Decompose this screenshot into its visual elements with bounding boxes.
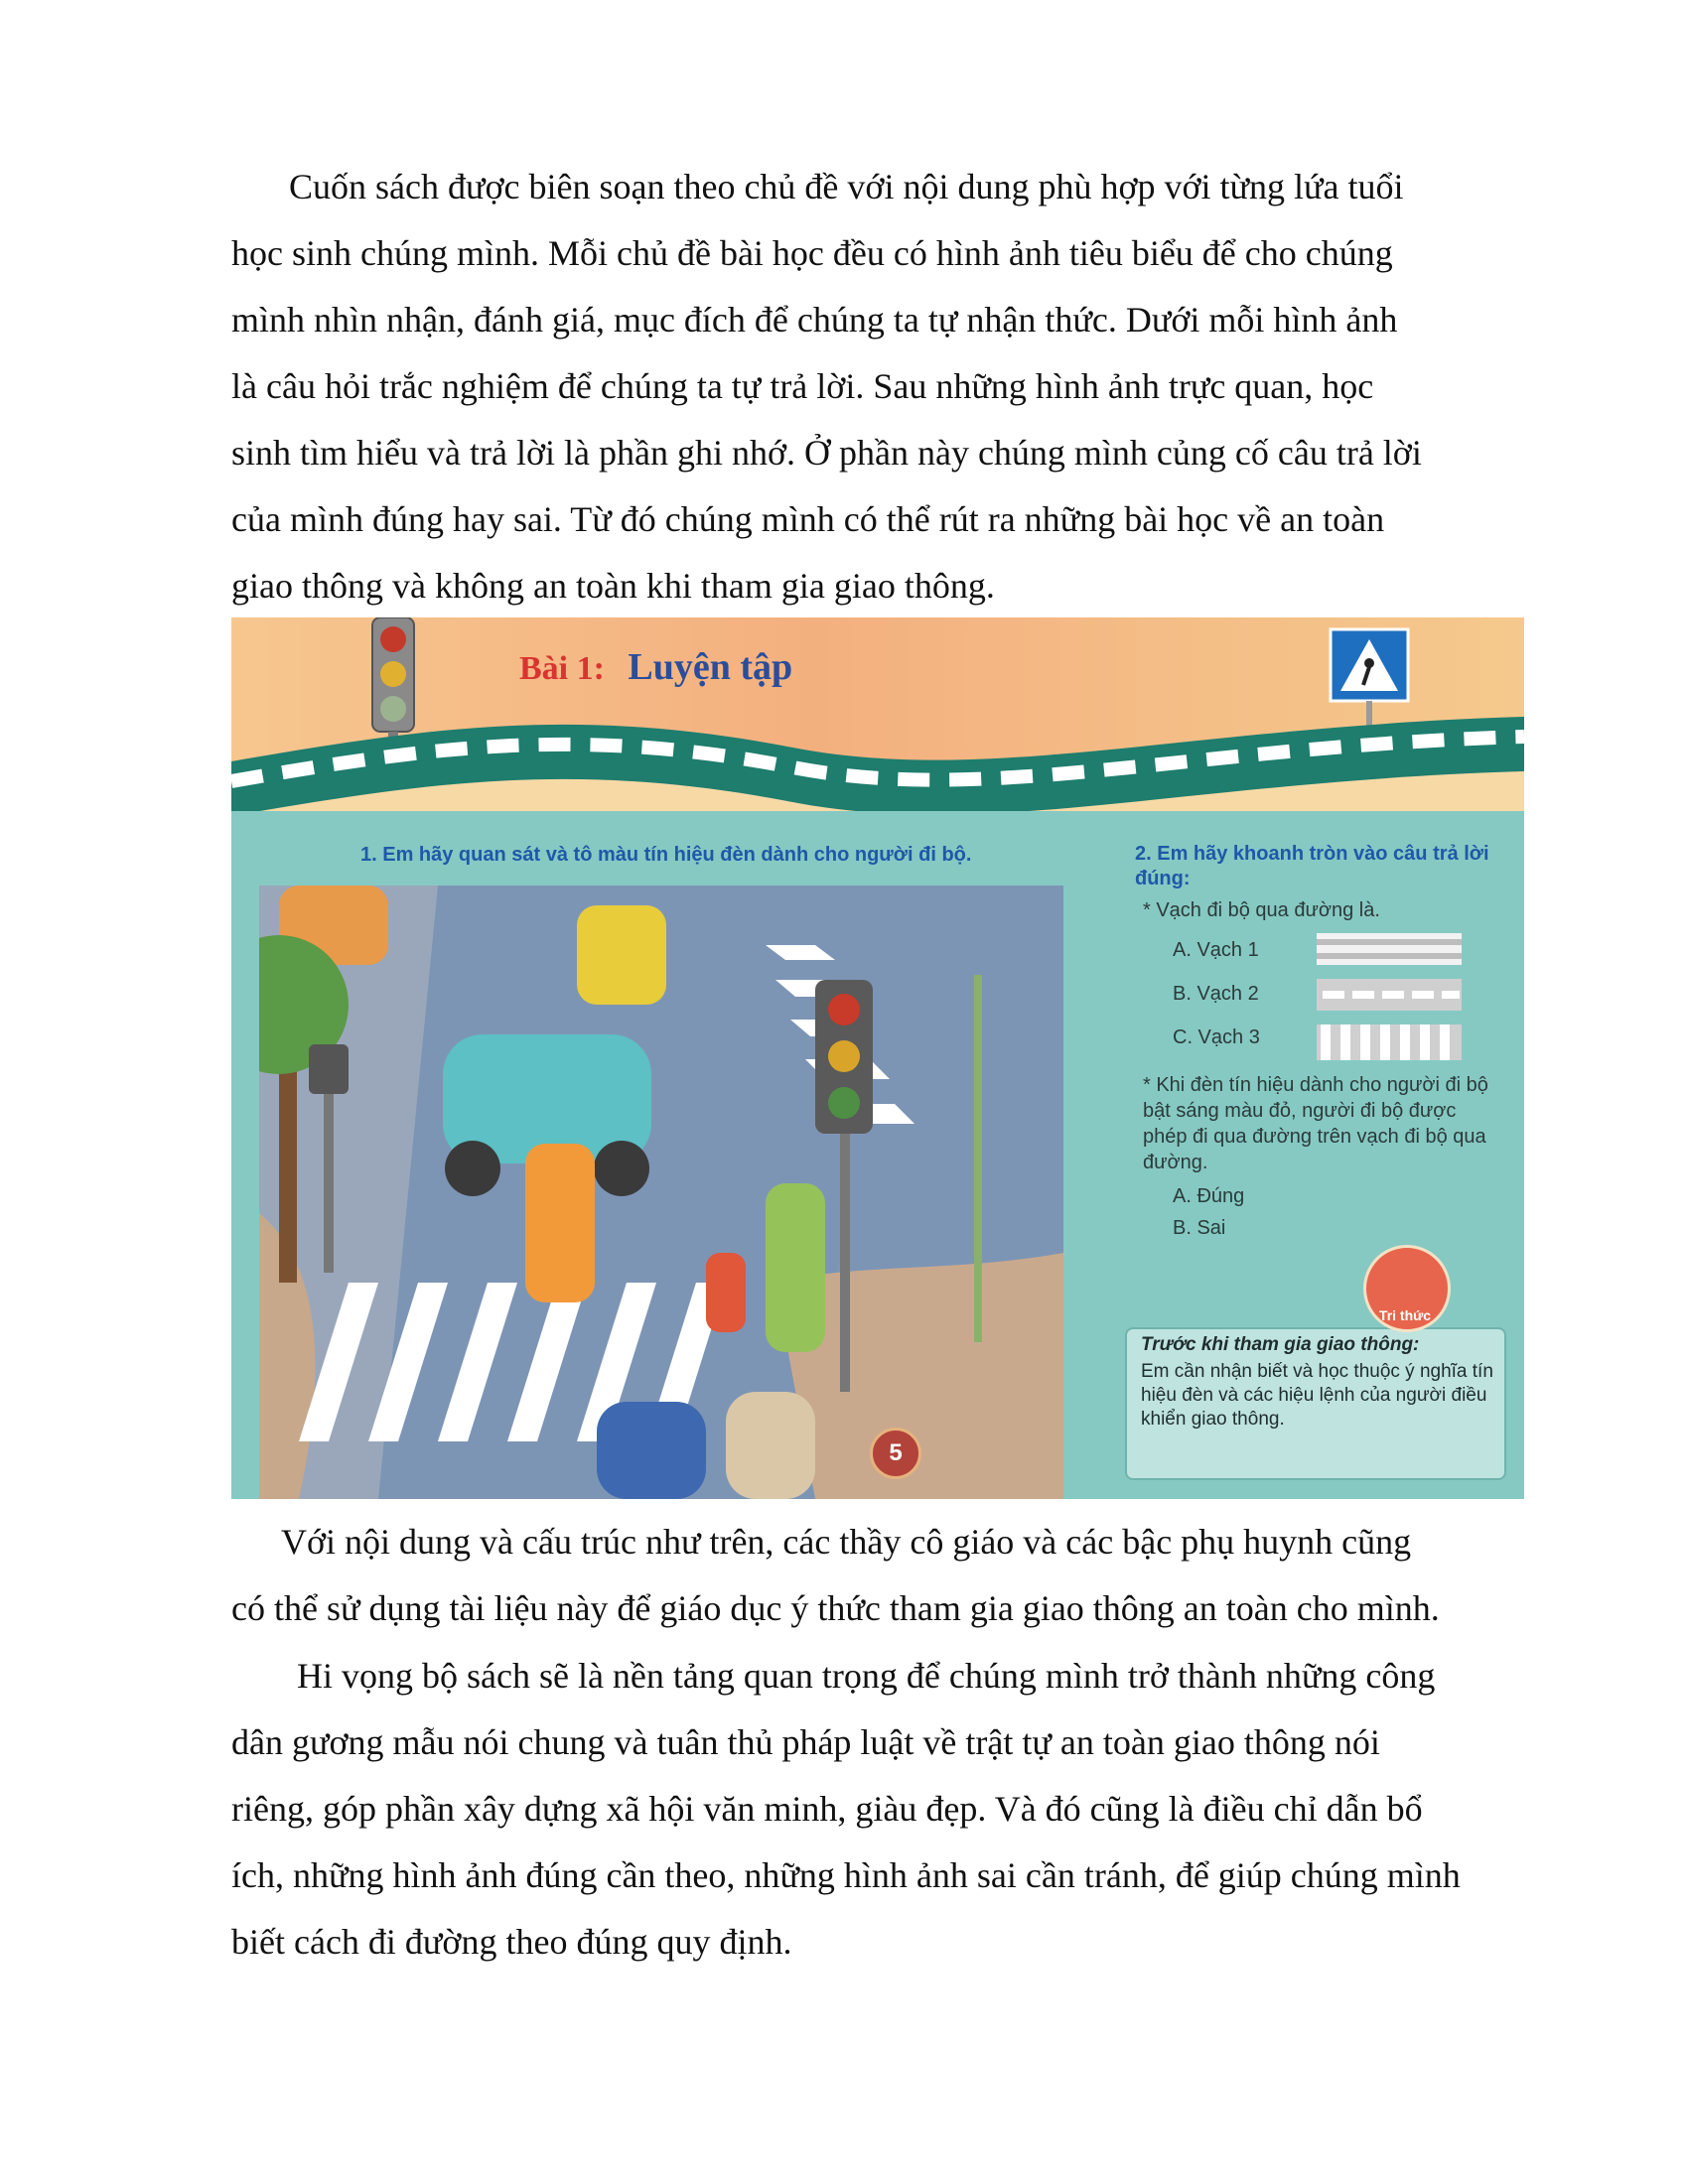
text-line: giao thông và không an toàn khi tham gia giao thông.	[231, 566, 995, 606]
line-1-icon	[1317, 933, 1462, 965]
question-1: 1. Em hãy quan sát và tô màu tín hiệu đèn dành cho người đi bộ.	[360, 844, 972, 866]
text-line: Với nội dung và cấu trúc như trên, các thầy cô giáo và các bậc phụ huynh cũng	[281, 1522, 1412, 1562]
rider-2	[726, 1392, 815, 1499]
text-line: mình nhìn nhận, đánh giá, mục đích để chúng ta tự nhận thức. Dưới mỗi hình ảnh	[231, 300, 1398, 340]
text-line: là câu hỏi trắc nghiệm để chúng ta tự trả lời. Sau những hình ảnh trực quan, học	[231, 366, 1374, 406]
tip-title: Trước khi tham gia giao thông:	[1141, 1334, 1420, 1355]
option-a-line-1: A. Vạch 1	[1173, 939, 1259, 961]
lesson-name: Luyện tập	[628, 646, 793, 688]
crossing-line-samples	[1317, 933, 1462, 1064]
text-line: Cuốn sách được biên soạn theo chủ đề với nội dung phù hợp với từng lứa tuổi	[289, 167, 1404, 206]
closing-paragraph	[231, 1643, 1512, 1976]
line-2-icon	[1317, 979, 1462, 1011]
tip-text: Em cần nhận biết và học thuộc ý nghĩa tín hiệu đèn và các hiệu lệnh của người điều khiển giao thông.	[1141, 1361, 1493, 1430]
pedestrian-girl	[525, 1144, 595, 1302]
rider	[597, 1402, 706, 1499]
text-line: Hi vọng bộ sách sẽ là nền tảng quan trọng để chúng mình trở thành những công	[297, 1656, 1436, 1696]
text-line: riêng, góp phần xây dựng xã hội văn minh, giàu đẹp. Và đó cũng là điều chỉ dẫn bổ	[231, 1789, 1423, 1829]
page-number-badge: 5	[870, 1428, 921, 1479]
lesson-number: Bài 1:	[519, 650, 605, 687]
lesson-title	[519, 645, 792, 689]
question-item-1: * Vạch đi bộ qua đường là.	[1143, 899, 1380, 921]
pedestrian-woman	[766, 1183, 825, 1352]
line-3-icon	[1317, 1024, 1462, 1060]
text-line: có thể sử dụng tài liệu này để giáo dục ý thức tham gia giao thông an toàn cho mình.	[231, 1588, 1440, 1628]
text-line: của mình đúng hay sai. Từ đó chúng mình có thể rút ra những bài học về an toàn	[231, 499, 1385, 539]
tip-badge-label: Tri thức	[1378, 1307, 1432, 1323]
question-2-title: 2. Em hãy khoanh tròn vào câu trả lời đúng:	[1135, 843, 1489, 889]
option-b-false: B. Sai	[1173, 1217, 1226, 1239]
text-line: học sinh chúng mình. Mỗi chủ đề bài học đều có hình ảnh tiêu biểu để cho chúng	[231, 233, 1393, 273]
header-decoration	[231, 617, 1524, 816]
street-lamp	[974, 975, 982, 1342]
question-item-2: * Khi đèn tín hiệu dành cho người đi bộ bật sáng màu đỏ, người đi bộ được phép đi qua đường trên vạch đi bộ qua đường.	[1143, 1074, 1488, 1173]
text-line: ích, những hình ảnh đúng cần theo, những hình ảnh sai cần tránh, để giúp chúng mình	[231, 1855, 1461, 1895]
intro-paragraph	[231, 154, 1512, 619]
usage-paragraph	[231, 1509, 1512, 1642]
text-line: biết cách đi đường theo đúng quy định.	[231, 1922, 792, 1962]
option-c-line-3: C. Vạch 3	[1173, 1026, 1260, 1048]
text-line: sinh tìm hiểu và trả lời là phần ghi nhớ. Ở phần này chúng mình củng cố câu trả lời	[231, 433, 1422, 473]
option-a-true: A. Đúng	[1173, 1185, 1245, 1207]
street-crossing-illustration	[259, 886, 1063, 1499]
pedestrian-child	[706, 1253, 746, 1332]
textbook-page-photo	[231, 617, 1524, 1499]
text-line: dân gương mẫu nói chung và tuân thủ pháp luật về trật tự an toàn giao thông nói	[231, 1722, 1380, 1762]
option-b-line-2: B. Vạch 2	[1173, 983, 1259, 1005]
motorbike	[577, 905, 666, 1005]
pedestrian-signal-pole	[324, 1084, 334, 1273]
